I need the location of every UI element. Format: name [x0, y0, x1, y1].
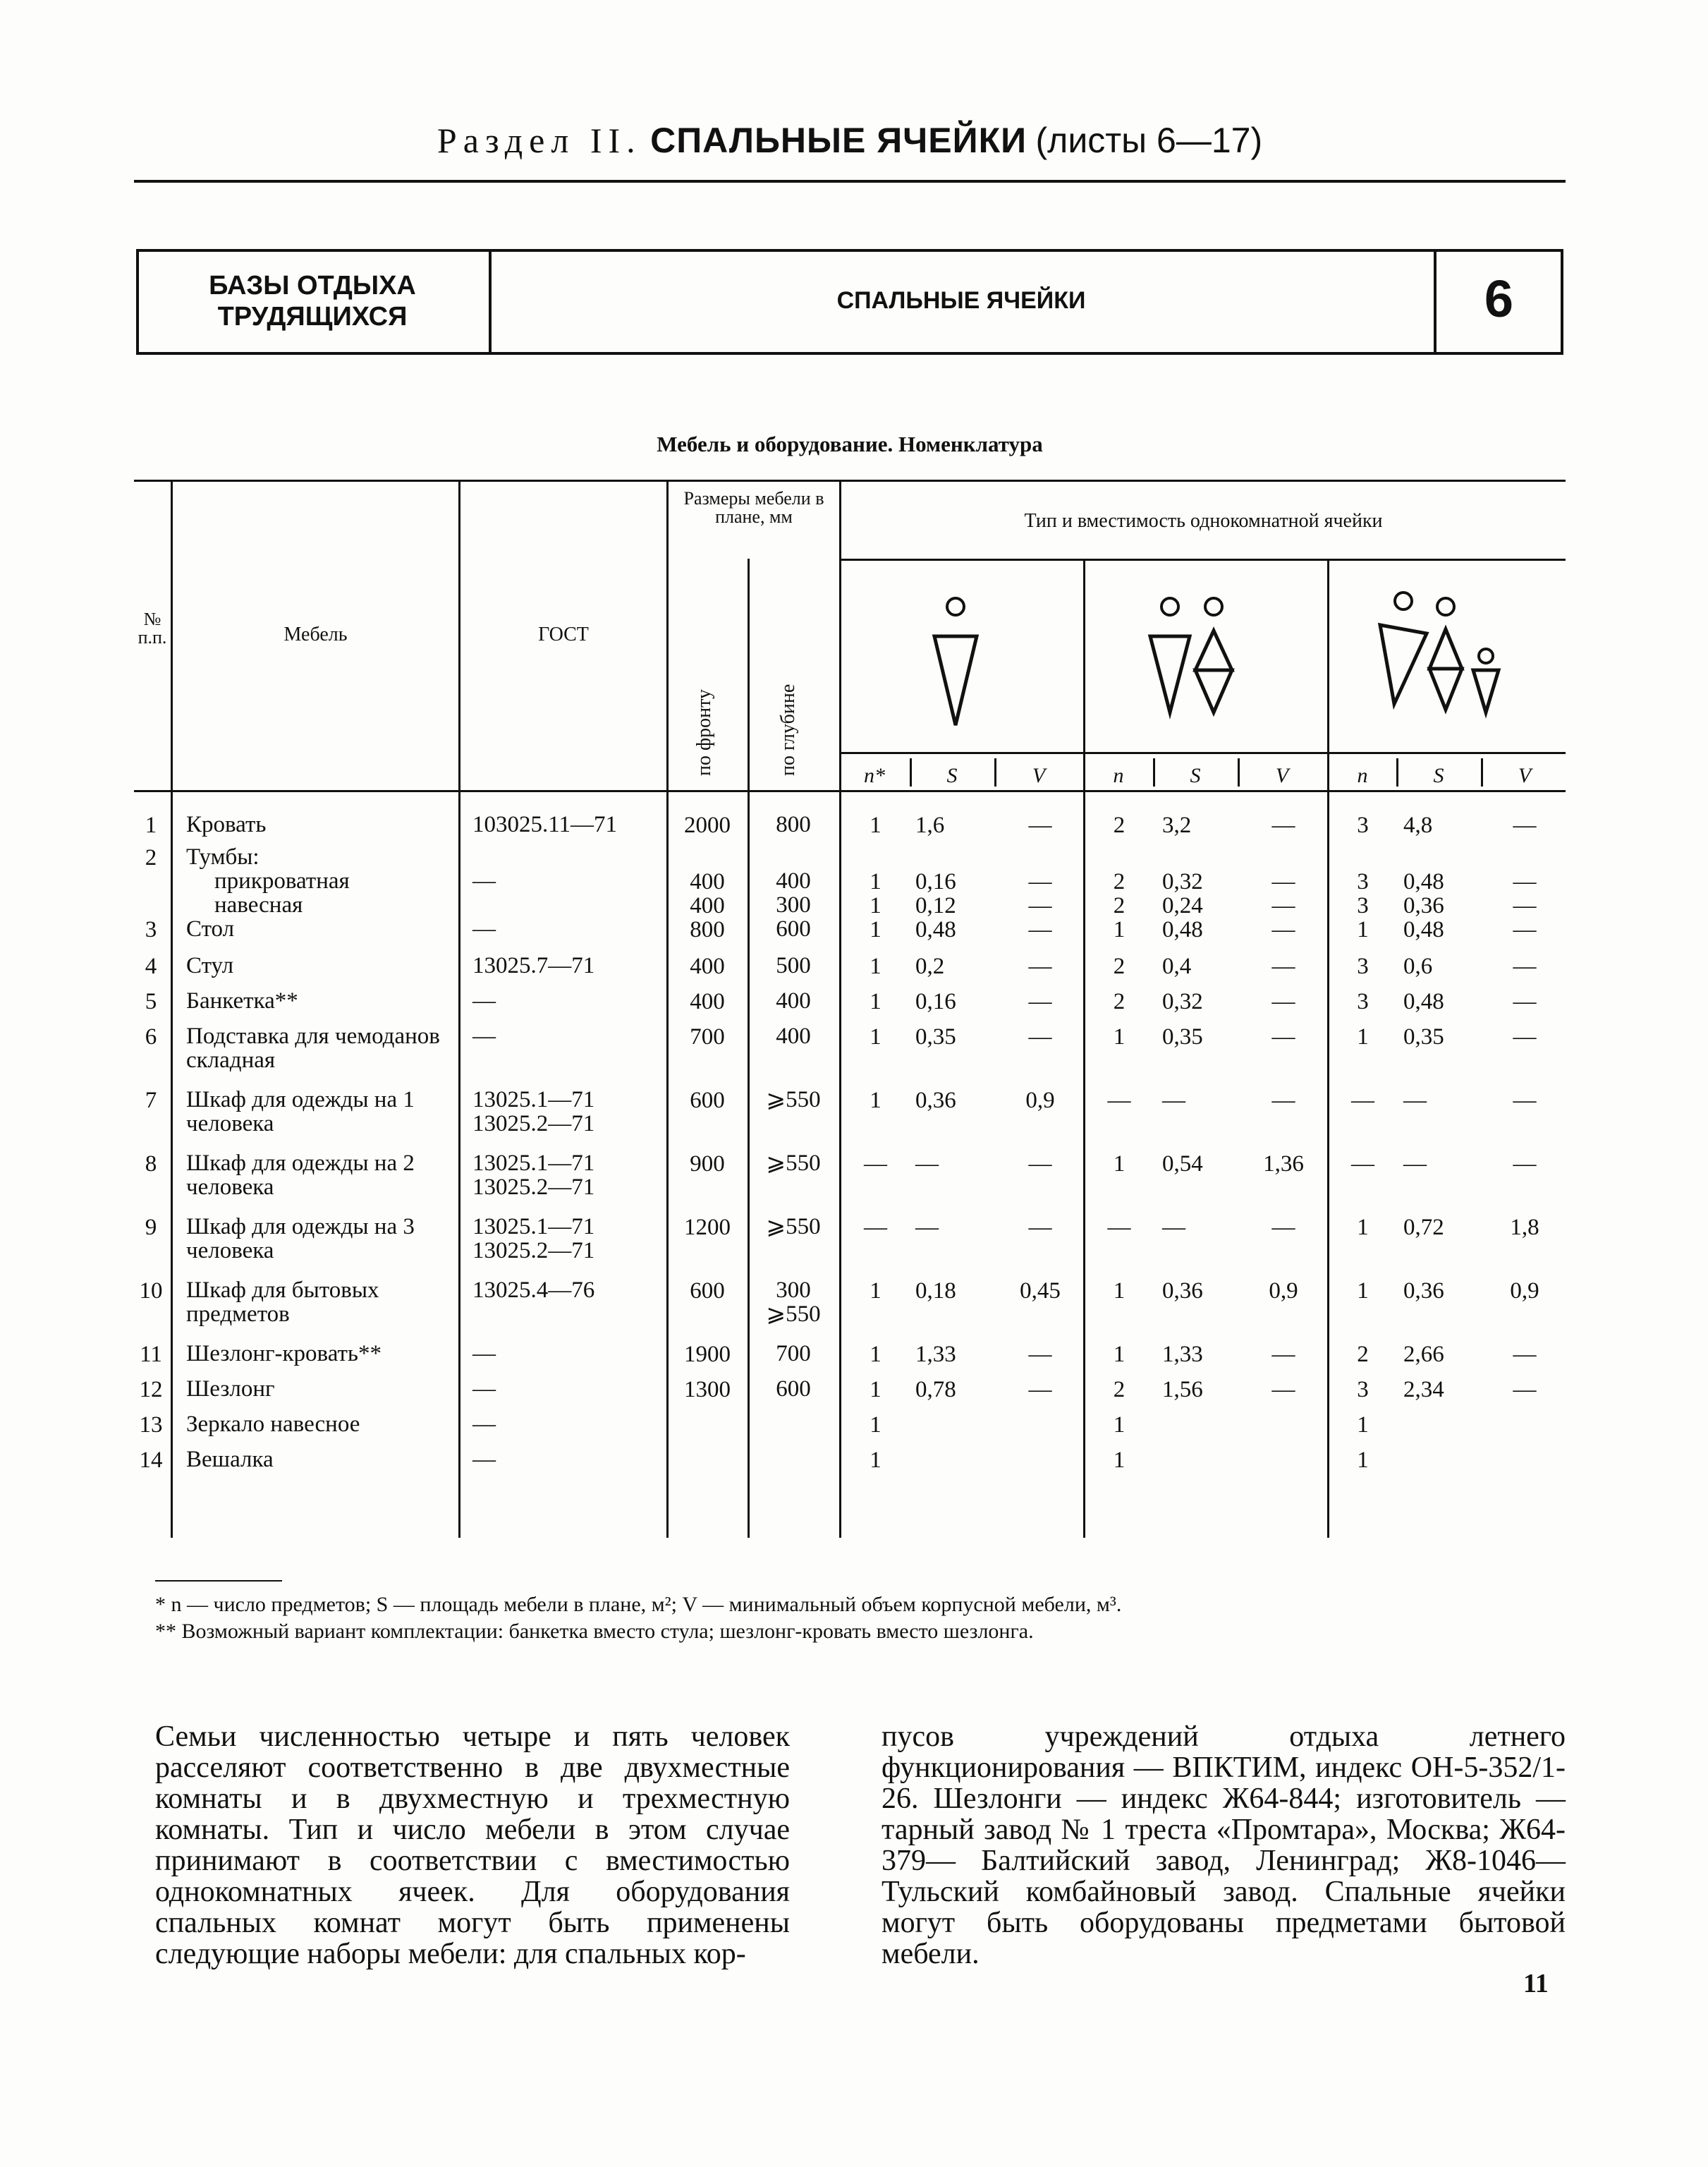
cell-name: Шкаф для одежды на 2 человека: [186, 1151, 415, 1200]
person-body-icon: [1380, 625, 1427, 704]
cell-n2: 2: [1113, 813, 1126, 838]
cell-n3: —: [1351, 1151, 1374, 1177]
cell-n3: 2: [1357, 1342, 1369, 1367]
cell-n2: 1: [1113, 1447, 1126, 1473]
cell-v3: —: [1513, 954, 1537, 979]
child-body-icon: [1473, 670, 1499, 712]
double-room-pictogram: [1085, 578, 1325, 748]
person-body-icon: [1195, 631, 1232, 670]
cell-gost: 103025.11—71: [472, 812, 618, 837]
header-box-right-border: [1561, 249, 1563, 355]
subheader-n-2: n: [1113, 764, 1124, 787]
cell-v2: —: [1271, 954, 1295, 979]
section-sheets: (листы 6—17): [1035, 121, 1263, 160]
cell-name: Шезлонг: [186, 1376, 275, 1402]
cell-v2: —: [1271, 989, 1295, 1014]
cell-n2: —: [1107, 1215, 1131, 1240]
cell-depth: 400: [776, 988, 811, 1014]
table-tick-1a: [910, 758, 912, 787]
cell-v1: —: [1028, 1024, 1052, 1050]
cell-n3: 1: [1357, 1278, 1369, 1304]
cell-s2: —: [1162, 1088, 1185, 1113]
person-head-icon: [1205, 598, 1222, 615]
cell-num: 12: [139, 1377, 163, 1402]
cell-n3: 3: [1357, 813, 1369, 838]
header-gost: ГОСТ: [538, 624, 589, 645]
cell-s2: —: [1162, 1215, 1185, 1240]
cell-front: 1200: [684, 1215, 731, 1240]
cell-s2: 0,4: [1162, 954, 1192, 979]
table-tick-3b: [1481, 758, 1483, 787]
cell-depth: 800: [776, 812, 811, 837]
cell-n1: 1: [870, 917, 882, 942]
person-body-icon: [934, 636, 977, 725]
cell-s1: —: [915, 1151, 939, 1177]
header-depth: по глубине: [777, 684, 799, 776]
cell-name: Шкаф для одежды на 3 человека: [186, 1214, 415, 1263]
cell-v2: —: [1271, 893, 1295, 918]
cell-front: 800: [690, 917, 725, 942]
cell-v1: —: [1028, 1151, 1052, 1177]
cell-n3: 1: [1357, 1447, 1369, 1473]
cell-v3: —: [1513, 893, 1537, 918]
section-title: [134, 120, 1566, 161]
cell-name: Стул: [186, 953, 234, 978]
cell-num: 13: [139, 1412, 163, 1438]
cell-v2: —: [1271, 869, 1295, 894]
cell-num: 4: [145, 954, 157, 979]
cell-n1: 1: [870, 989, 882, 1014]
cell-n2: 2: [1113, 1377, 1126, 1402]
cell-s3: —: [1403, 1088, 1427, 1113]
cell-v2: —: [1271, 1024, 1295, 1050]
cell-s2: 0,32: [1162, 989, 1203, 1014]
cell-gost: —: [472, 988, 496, 1014]
header-organization: [143, 270, 482, 332]
cell-n2: 2: [1113, 893, 1126, 918]
cell-s1: 0,16: [915, 989, 956, 1014]
cell-n2: 1: [1113, 1024, 1126, 1050]
header-box-bottom-border: [136, 352, 1563, 355]
cell-n2: 1: [1113, 1151, 1126, 1177]
cell-s3: 0,36: [1403, 1278, 1444, 1304]
header-type: Тип и вместимость однокомнатной ячейки: [1024, 510, 1383, 532]
cell-gost: —: [472, 1447, 496, 1472]
cell-v1: 0,9: [1025, 1088, 1055, 1113]
cell-front: 600: [690, 1278, 725, 1304]
header-furniture: Мебель: [283, 624, 348, 645]
cell-n3: 3: [1357, 869, 1369, 894]
cell-gost: 13025.4—76: [472, 1277, 595, 1303]
footnote-rule: [155, 1580, 282, 1582]
cell-front: 1300: [684, 1377, 731, 1402]
cell-n2: 2: [1113, 869, 1126, 894]
cell-v1: —: [1028, 893, 1052, 918]
cell-s3: 0,48: [1403, 869, 1444, 894]
cell-s3: 0,6: [1403, 954, 1433, 979]
cell-n3: 3: [1357, 893, 1369, 918]
cell-v3: —: [1513, 989, 1537, 1014]
cell-s2: 0,35: [1162, 1024, 1203, 1050]
cell-gost: —: [472, 916, 496, 942]
cell-name: Кровать: [186, 812, 267, 837]
cell-v3: —: [1513, 1024, 1537, 1050]
cell-v2: —: [1271, 1377, 1295, 1402]
cell-name: Шкаф для бытовых предметов: [186, 1277, 379, 1327]
cell-n2: 1: [1113, 917, 1126, 942]
subheader-n-3: n: [1357, 764, 1368, 787]
cell-v1: —: [1028, 917, 1052, 942]
table-type-rule: [839, 559, 1566, 561]
cell-num: 10: [139, 1278, 163, 1304]
subheader-v-3: V: [1518, 764, 1532, 787]
triple-room-pictogram: [1329, 578, 1566, 748]
table-header-bottom-rule: [134, 790, 1566, 792]
header-org-line-2: ТРУДЯЩИХСЯ: [217, 302, 408, 332]
cell-n3: 3: [1357, 989, 1369, 1014]
cell-v3: 0,9: [1510, 1278, 1539, 1304]
cell-s2: 0,36: [1162, 1278, 1203, 1304]
cell-v1: —: [1028, 954, 1052, 979]
cell-v2: —: [1271, 917, 1295, 942]
cell-v3: —: [1513, 1088, 1537, 1113]
cell-v2: —: [1271, 1342, 1295, 1367]
cell-name: Стол: [186, 916, 235, 942]
cell-n2: 1: [1113, 1412, 1126, 1438]
cell-s2: 0,24: [1162, 893, 1203, 918]
cell-s3: 0,48: [1403, 917, 1444, 942]
cell-depth: 500: [776, 953, 811, 978]
cell-s3: 0,36: [1403, 893, 1444, 918]
cell-s1: 0,16: [915, 869, 956, 894]
person-head-icon: [947, 598, 964, 615]
cell-s3: 0,35: [1403, 1024, 1444, 1050]
table-top-rule: [134, 480, 1566, 482]
cell-num: 1: [145, 813, 157, 838]
cell-s1: 0,48: [915, 917, 956, 942]
cell-v2: —: [1271, 813, 1295, 838]
cell-s3: 0,72: [1403, 1215, 1444, 1240]
cell-s3: 0,48: [1403, 989, 1444, 1014]
cell-front: 1900: [684, 1342, 731, 1367]
person-body-icon: [1429, 629, 1462, 669]
cell-num: 11: [140, 1342, 162, 1367]
cell-depth: 600: [776, 916, 811, 942]
cell-front: 400: [690, 893, 725, 918]
cell-n1: 1: [870, 1377, 882, 1402]
footnote-2: ** Возможный вариант комплектации: банкетка вместо стула; шезлонг-кровать вместо шезлонга.: [155, 1620, 1034, 1643]
cell-front: 900: [690, 1151, 725, 1177]
cell-s1: 0,78: [915, 1377, 956, 1402]
cell-s1: 0,36: [915, 1088, 956, 1113]
cell-num: 5: [145, 989, 157, 1014]
cell-name: Зеркало навесное: [186, 1412, 360, 1437]
cell-gost: —: [472, 1024, 496, 1049]
cell-name: Вешалка: [186, 1447, 274, 1472]
cell-n3: —: [1351, 1088, 1374, 1113]
cell-s2: 1,33: [1162, 1342, 1203, 1367]
cell-v3: —: [1513, 917, 1537, 942]
cell-n3: 1: [1357, 1215, 1369, 1240]
cell-num: 2: [145, 845, 157, 870]
cell-v3: —: [1513, 869, 1537, 894]
cell-v2: 0,9: [1269, 1278, 1298, 1304]
subheader-v-1: V: [1032, 764, 1046, 787]
cell-n2: 1: [1113, 1342, 1126, 1367]
cell-v1: —: [1028, 813, 1052, 838]
cell-s1: —: [915, 1215, 939, 1240]
cell-num: 14: [139, 1447, 163, 1473]
cell-depth: 300 ⩾550: [766, 1277, 821, 1327]
header-sizes: Размеры мебели в плане, мм: [683, 488, 824, 527]
cell-n2: 1: [1113, 1278, 1126, 1304]
header-box-top-border: [136, 249, 1563, 252]
table-tick-2b: [1238, 758, 1240, 787]
header-box: [136, 249, 1563, 355]
cell-s2: 0,32: [1162, 869, 1203, 894]
header-sheet-number: 6: [1484, 269, 1514, 328]
cell-n3: 3: [1357, 954, 1369, 979]
header-box-divider-1: [489, 249, 492, 355]
person-body-icon: [1150, 636, 1190, 712]
cell-name: Шкаф для одежды на 1 человека: [186, 1087, 415, 1136]
cell-n3: 3: [1357, 1377, 1369, 1402]
header-box-left-border: [136, 249, 139, 355]
single-room-pictogram: [841, 578, 1081, 748]
child-head-icon: [1479, 649, 1493, 663]
cell-front: 400: [690, 869, 725, 894]
cell-depth: 600: [776, 1376, 811, 1402]
subheader-s-3: S: [1433, 764, 1444, 787]
person-body-icon: [1195, 670, 1232, 712]
cell-num: 3: [145, 917, 157, 942]
cell-n3: 1: [1357, 917, 1369, 942]
cell-n1: 1: [870, 1447, 882, 1473]
section-name: СПАЛЬНЫЕ ЯЧЕЙКИ: [650, 121, 1027, 160]
cell-s1: 0,18: [915, 1278, 956, 1304]
cell-depth: ⩾550: [766, 1087, 821, 1112]
cell-v2: 1,36: [1263, 1151, 1304, 1177]
top-rule: [134, 180, 1566, 183]
cell-v1: —: [1028, 1377, 1052, 1402]
cell-n3: 1: [1357, 1412, 1369, 1438]
cell-gost: 13025.1—71 13025.2—71: [472, 1151, 595, 1200]
header-front: по фронту: [693, 689, 715, 776]
cell-n1: 1: [870, 893, 882, 918]
cell-n1: —: [864, 1151, 887, 1177]
cell-name: Подставка для чемоданов складная: [186, 1024, 440, 1073]
table-caption: Мебель и оборудование. Номенклатура: [657, 432, 1043, 456]
header-title: СПАЛЬНЫЕ ЯЧЕЙКИ: [836, 287, 1086, 314]
cell-front: 600: [690, 1088, 725, 1113]
subheader-n-1: n*: [864, 764, 885, 787]
table-tick-1b: [994, 758, 996, 787]
cell-depth: 300: [776, 892, 811, 918]
cell-s1: 0,2: [915, 954, 945, 979]
cell-v1: —: [1028, 989, 1052, 1014]
cell-v3: —: [1513, 1377, 1537, 1402]
cell-s3: 4,8: [1403, 813, 1433, 838]
cell-v1: 0,45: [1020, 1278, 1061, 1304]
cell-n1: 1: [870, 954, 882, 979]
page-number: 11: [1523, 1969, 1549, 1998]
cell-s2: 0,48: [1162, 917, 1203, 942]
cell-front: 400: [690, 954, 725, 979]
cell-v1: —: [1028, 1215, 1052, 1240]
cell-gost: —: [472, 1341, 496, 1366]
cell-s2: 0,54: [1162, 1151, 1203, 1177]
body-text-left: Семьи численностью четыре и пять человек расселяют соответственно в две двухместные комнаты и в двухместную и трехместную комнаты. Тип и число мебели в этом случае принимают в соответствии с вместимостью однокомнатных ячеек. Для оборудования спальных комнат могут быть применены следующие наборы мебели: для спальных кор-: [155, 1720, 790, 1970]
person-body-icon: [1429, 669, 1462, 710]
header-org-line-1: БАЗЫ ОТДЫХА: [209, 271, 416, 301]
cell-v1: —: [1028, 1342, 1052, 1367]
cell-depth: 700: [776, 1341, 811, 1366]
cell-depth: 400: [776, 868, 811, 894]
footnote-1: * n — число предметов; S — площадь мебели в плане, м²; V — минимальный объем корпусной мебели, м³.: [155, 1593, 1122, 1616]
table-sub-rule: [839, 752, 1566, 754]
subheader-s-2: S: [1190, 764, 1201, 787]
subheader-s-1: S: [946, 764, 958, 787]
cell-v2: —: [1271, 1088, 1295, 1113]
cell-num: 7: [145, 1088, 157, 1113]
cell-v3: —: [1513, 813, 1537, 838]
cell-s1: 1,6: [915, 813, 945, 838]
header-box-divider-2: [1434, 249, 1436, 355]
cell-n1: 1: [870, 813, 882, 838]
cell-n1: 1: [870, 1088, 882, 1113]
cell-depth: ⩾550: [766, 1151, 821, 1176]
section-prefix: Раздел II.: [437, 121, 642, 160]
cell-n1: 1: [870, 869, 882, 894]
header-num: № п.п.: [138, 609, 167, 648]
cell-front: 2000: [684, 813, 731, 838]
cell-gost: 13025.7—71: [472, 953, 595, 978]
cell-n1: 1: [870, 1342, 882, 1367]
cell-s3: —: [1403, 1151, 1427, 1177]
cell-name: Шезлонг-кровать**: [186, 1341, 382, 1366]
cell-name: прикроватная: [214, 868, 350, 894]
cell-s1: 0,12: [915, 893, 956, 918]
cell-v3: —: [1513, 1342, 1537, 1367]
cell-front: 400: [690, 989, 725, 1014]
cell-s2: 1,56: [1162, 1377, 1203, 1402]
cell-name: Тумбы:: [186, 844, 260, 870]
cell-front: 700: [690, 1024, 725, 1050]
cell-gost: —: [472, 1376, 496, 1402]
cell-n2: 2: [1113, 989, 1126, 1014]
person-head-icon: [1395, 593, 1412, 609]
furniture-table: [134, 480, 1566, 1538]
cell-gost: —: [472, 868, 496, 894]
cell-n1: 1: [870, 1024, 882, 1050]
cell-v1: —: [1028, 869, 1052, 894]
cell-n2: —: [1107, 1088, 1131, 1113]
subheader-v-2: V: [1275, 764, 1289, 787]
cell-v3: —: [1513, 1151, 1537, 1177]
cell-gost: —: [472, 1412, 496, 1437]
cell-s1: 1,33: [915, 1342, 956, 1367]
cell-v3: 1,8: [1510, 1215, 1539, 1240]
body-text-right: пусов учреждений отдыха летнего функционирования — ВПКТИМ, индекс ОН-5-352/1-26. Шезлонги — индекс Ж64-844; изготовитель — тарный завод № 1 треста «Промтара», Москва; Ж64-379— Балтийский завод, Ленинград; Ж8-1046— Тульский комбайновый завод. Спальные ячейки могут быть оборудованы предметами бытовой мебели.: [882, 1720, 1566, 1970]
cell-n2: 2: [1113, 954, 1126, 979]
cell-gost: 13025.1—71 13025.2—71: [472, 1087, 595, 1136]
cell-s2: 3,2: [1162, 813, 1192, 838]
cell-depth: ⩾550: [766, 1214, 821, 1239]
cell-gost: 13025.1—71 13025.2—71: [472, 1214, 595, 1263]
cell-s3: 2,34: [1403, 1377, 1444, 1402]
person-head-icon: [1161, 598, 1178, 615]
cell-n1: 1: [870, 1278, 882, 1304]
cell-num: 8: [145, 1151, 157, 1177]
cell-n3: 1: [1357, 1024, 1369, 1050]
person-head-icon: [1437, 598, 1454, 615]
cell-s1: 0,35: [915, 1024, 956, 1050]
cell-num: 6: [145, 1024, 157, 1050]
cell-n1: 1: [870, 1412, 882, 1438]
cell-n1: —: [864, 1215, 887, 1240]
cell-depth: 400: [776, 1024, 811, 1049]
cell-s3: 2,66: [1403, 1342, 1444, 1367]
cell-name: Банкетка**: [186, 988, 298, 1014]
cell-num: 9: [145, 1215, 157, 1240]
cell-name: навесная: [214, 892, 303, 918]
cell-v2: —: [1271, 1215, 1295, 1240]
